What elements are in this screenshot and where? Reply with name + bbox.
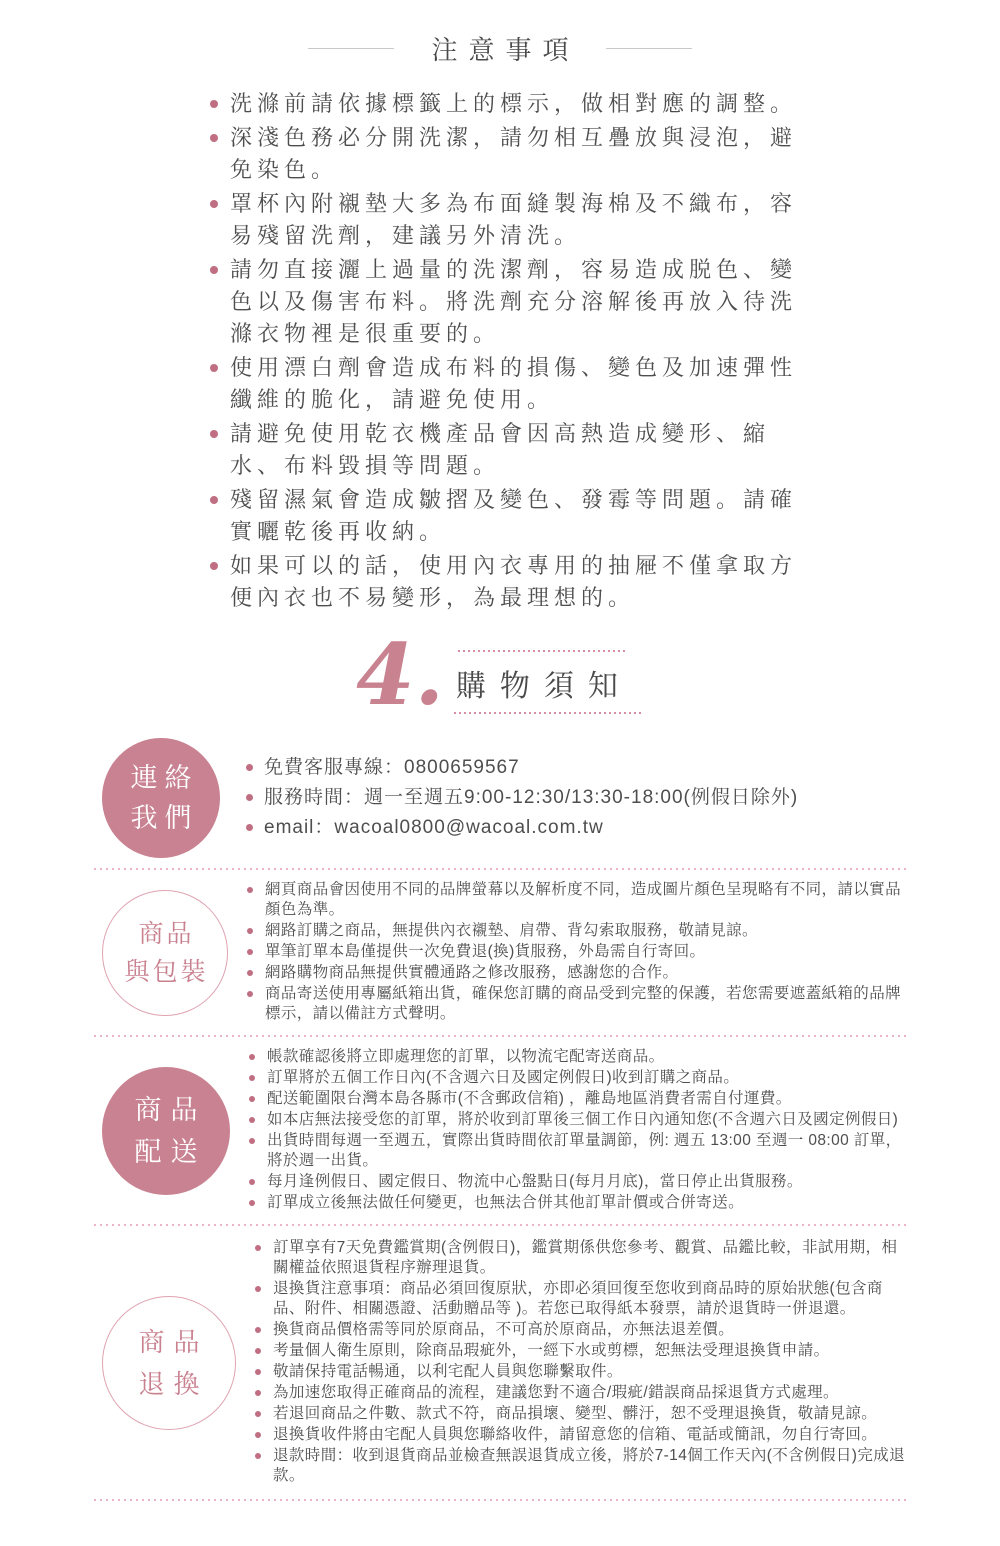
contact-section (0, 738, 1000, 858)
dotted-separator (94, 868, 906, 870)
list-item: 訂單享有7天免費鑑賞期(含例假日)，鑑賞期係供您參考、觀賞、品鑑比較，非試用期，相關權益依照退貨程序辦理退貨。 (252, 1238, 908, 1278)
section-number: 4. (356, 625, 444, 724)
notice-item: 洗滌前請依據標籤上的標示，做相對應的調整。 (212, 88, 800, 120)
shipping-section (0, 1047, 1000, 1214)
title-line-right (606, 48, 692, 49)
list-item: 退換貨收件將由宅配人員與您聯絡收件，請留意您的信箱、電話或簡訊，勿自行寄回。 (252, 1425, 908, 1445)
list-item: 退換貨注意事項：商品必須回復原狀，亦即必須回復至您收到商品時的原始狀態(包含商品、附件、相關憑證、活動贈品等 )。若您已取得紙本發票，請於退貨時一併退還。 (252, 1279, 908, 1319)
packing-badge-line1: 商品 (138, 919, 195, 948)
list-item: 每月逢例假日、國定假日、物流中心盤點日(每月月底)，當日停止出貨服務。 (246, 1172, 908, 1192)
list-item: 退款時間：收到退貨商品並檢查無誤退貨成立後，將於7-14個工作天內(不含例假日)完成退款。 (252, 1446, 908, 1486)
list-item: 敬請保持電話暢通，以利宅配人員與您聯繫取件。 (252, 1362, 908, 1382)
contact-item-hours: 服務時間：週一至週五9:00-12:30/13:30-18:00(例假日除外) (244, 783, 798, 813)
returns-list (252, 1238, 908, 1486)
section-title-wrap (454, 650, 644, 714)
dotted-separator (94, 1499, 906, 1501)
notice-header (0, 0, 1000, 66)
returns-badge-line1: 商品 (138, 1326, 209, 1357)
contact-badge (102, 738, 220, 858)
title-line-left (308, 48, 394, 49)
packing-badge (102, 890, 228, 1016)
list-item: 商品寄送使用專屬紙箱出貨，確保您訂購的商品受到完整的保護，若您需要遮蓋紙箱的品牌標示，請以備註方式聲明。 (244, 984, 908, 1024)
list-item: 網路訂購之商品，無提供內衣襯墊、肩帶、背勾索取服務，敬請見諒。 (244, 921, 908, 941)
notice-title: 注意事項 (431, 34, 580, 65)
list-item: 訂單成立後無法做任何變更，也無法合併其他訂單計價或合併寄送。 (246, 1193, 908, 1213)
list-item: 換貨商品價格需等同於原商品，不可高於原商品，亦無法退差價。 (252, 1320, 908, 1340)
contact-badge-line1: 連絡 (130, 763, 199, 793)
dotted-separator (94, 1035, 906, 1037)
notice-item: 請避免使用乾衣機產品會因高熱造成變形、縮水、布料毀損等問題。 (212, 418, 800, 482)
packing-list (244, 880, 908, 1024)
contact-list (244, 753, 798, 843)
list-item: 為加速您取得正確商品的流程，建議您對不適合/瑕疵/錯誤商品採退貨方式處理。 (252, 1383, 908, 1403)
list-item: 如本店無法接受您的訂單，將於收到訂單後三個工作日內通知您(不含週六日及國定例假日) (246, 1110, 908, 1130)
notice-list (212, 88, 800, 614)
dotted-line-bottom (454, 712, 644, 714)
notice-item: 殘留濕氣會造成皺摺及變色、發霉等問題。請確實曬乾後再收納。 (212, 484, 800, 548)
packing-content (244, 880, 908, 1025)
contact-badge-line2: 我們 (130, 803, 199, 833)
list-item: 配送範圍限台灣本島各縣市(不含郵政信箱) ，離島地區消費者需自付運費。 (246, 1089, 908, 1109)
list-item: 網頁商品會因使用不同的品牌螢幕以及解析度不同，造成圖片顏色呈現略有不同，請以實品顏色為準。 (244, 880, 908, 920)
notice-item: 深淺色務必分開洗潔，請勿相互疊放與浸泡，避免染色。 (212, 122, 800, 186)
shipping-badge (102, 1067, 230, 1195)
dotted-separator (94, 1224, 906, 1226)
returns-content (252, 1238, 908, 1487)
notice-item: 罩杯內附襯墊大多為布面縫製海棉及不織布，容易殘留洗劑，建議另外清洗。 (212, 188, 800, 252)
list-item: 訂單將於五個工作日內(不含週六日及國定例假日)收到訂購之商品。 (246, 1068, 908, 1088)
list-item: 若退回商品之件數、款式不符，商品損壞、變型、髒汙，恕不受理退換貨，敬請見諒。 (252, 1404, 908, 1424)
list-item: 單筆訂單本島僅提供一次免費退(換)貨服務，外島需自行寄回。 (244, 942, 908, 962)
shopping-info-header (0, 625, 1000, 730)
list-item: 網路購物商品無提供實體通路之修改服務，感謝您的合作。 (244, 963, 908, 983)
notice-item: 使用漂白劑會造成布料的損傷、變色及加速彈性纖維的脆化，請避免使用。 (212, 352, 800, 416)
shipping-content (246, 1047, 908, 1214)
section-title: 購物須知 (455, 670, 632, 703)
notice-item: 如果可以的話，使用內衣專用的抽屜不僅拿取方便內衣也不易變形，為最理想的。 (212, 550, 800, 614)
returns-section (0, 1238, 1000, 1487)
packing-badge-line2: 與包裝 (124, 957, 209, 986)
list-item: 出貨時間每週一至週五，實際出貨時間依訂單量調節，例: 週五 13:00 至週一 08:00 訂單，將於週一出貨。 (246, 1131, 908, 1171)
returns-badge (102, 1296, 236, 1430)
contact-item-email: email：wacoal0800@wacoal.com.tw (244, 813, 798, 843)
shipping-badge-line2: 配送 (134, 1136, 207, 1167)
shipping-list (246, 1047, 908, 1213)
notice-item: 請勿直接灑上過量的洗潔劑，容易造成脱色、變色以及傷害布料。將洗劑充分溶解後再放入待洗滌衣物裡是很重要的。 (212, 254, 800, 350)
list-item: 考量個人衛生原則，除商品瑕疵外，一經下水或剪標，恕無法受理退換貨申請。 (252, 1341, 908, 1361)
returns-badge-line2: 退換 (138, 1368, 209, 1399)
list-item: 帳款確認後將立即處理您的訂單，以物流宅配寄送商品。 (246, 1047, 908, 1067)
contact-item-phone: 免費客服專線：0800659567 (244, 753, 798, 783)
shipping-badge-line1: 商品 (134, 1094, 207, 1125)
packing-section (0, 880, 1000, 1025)
